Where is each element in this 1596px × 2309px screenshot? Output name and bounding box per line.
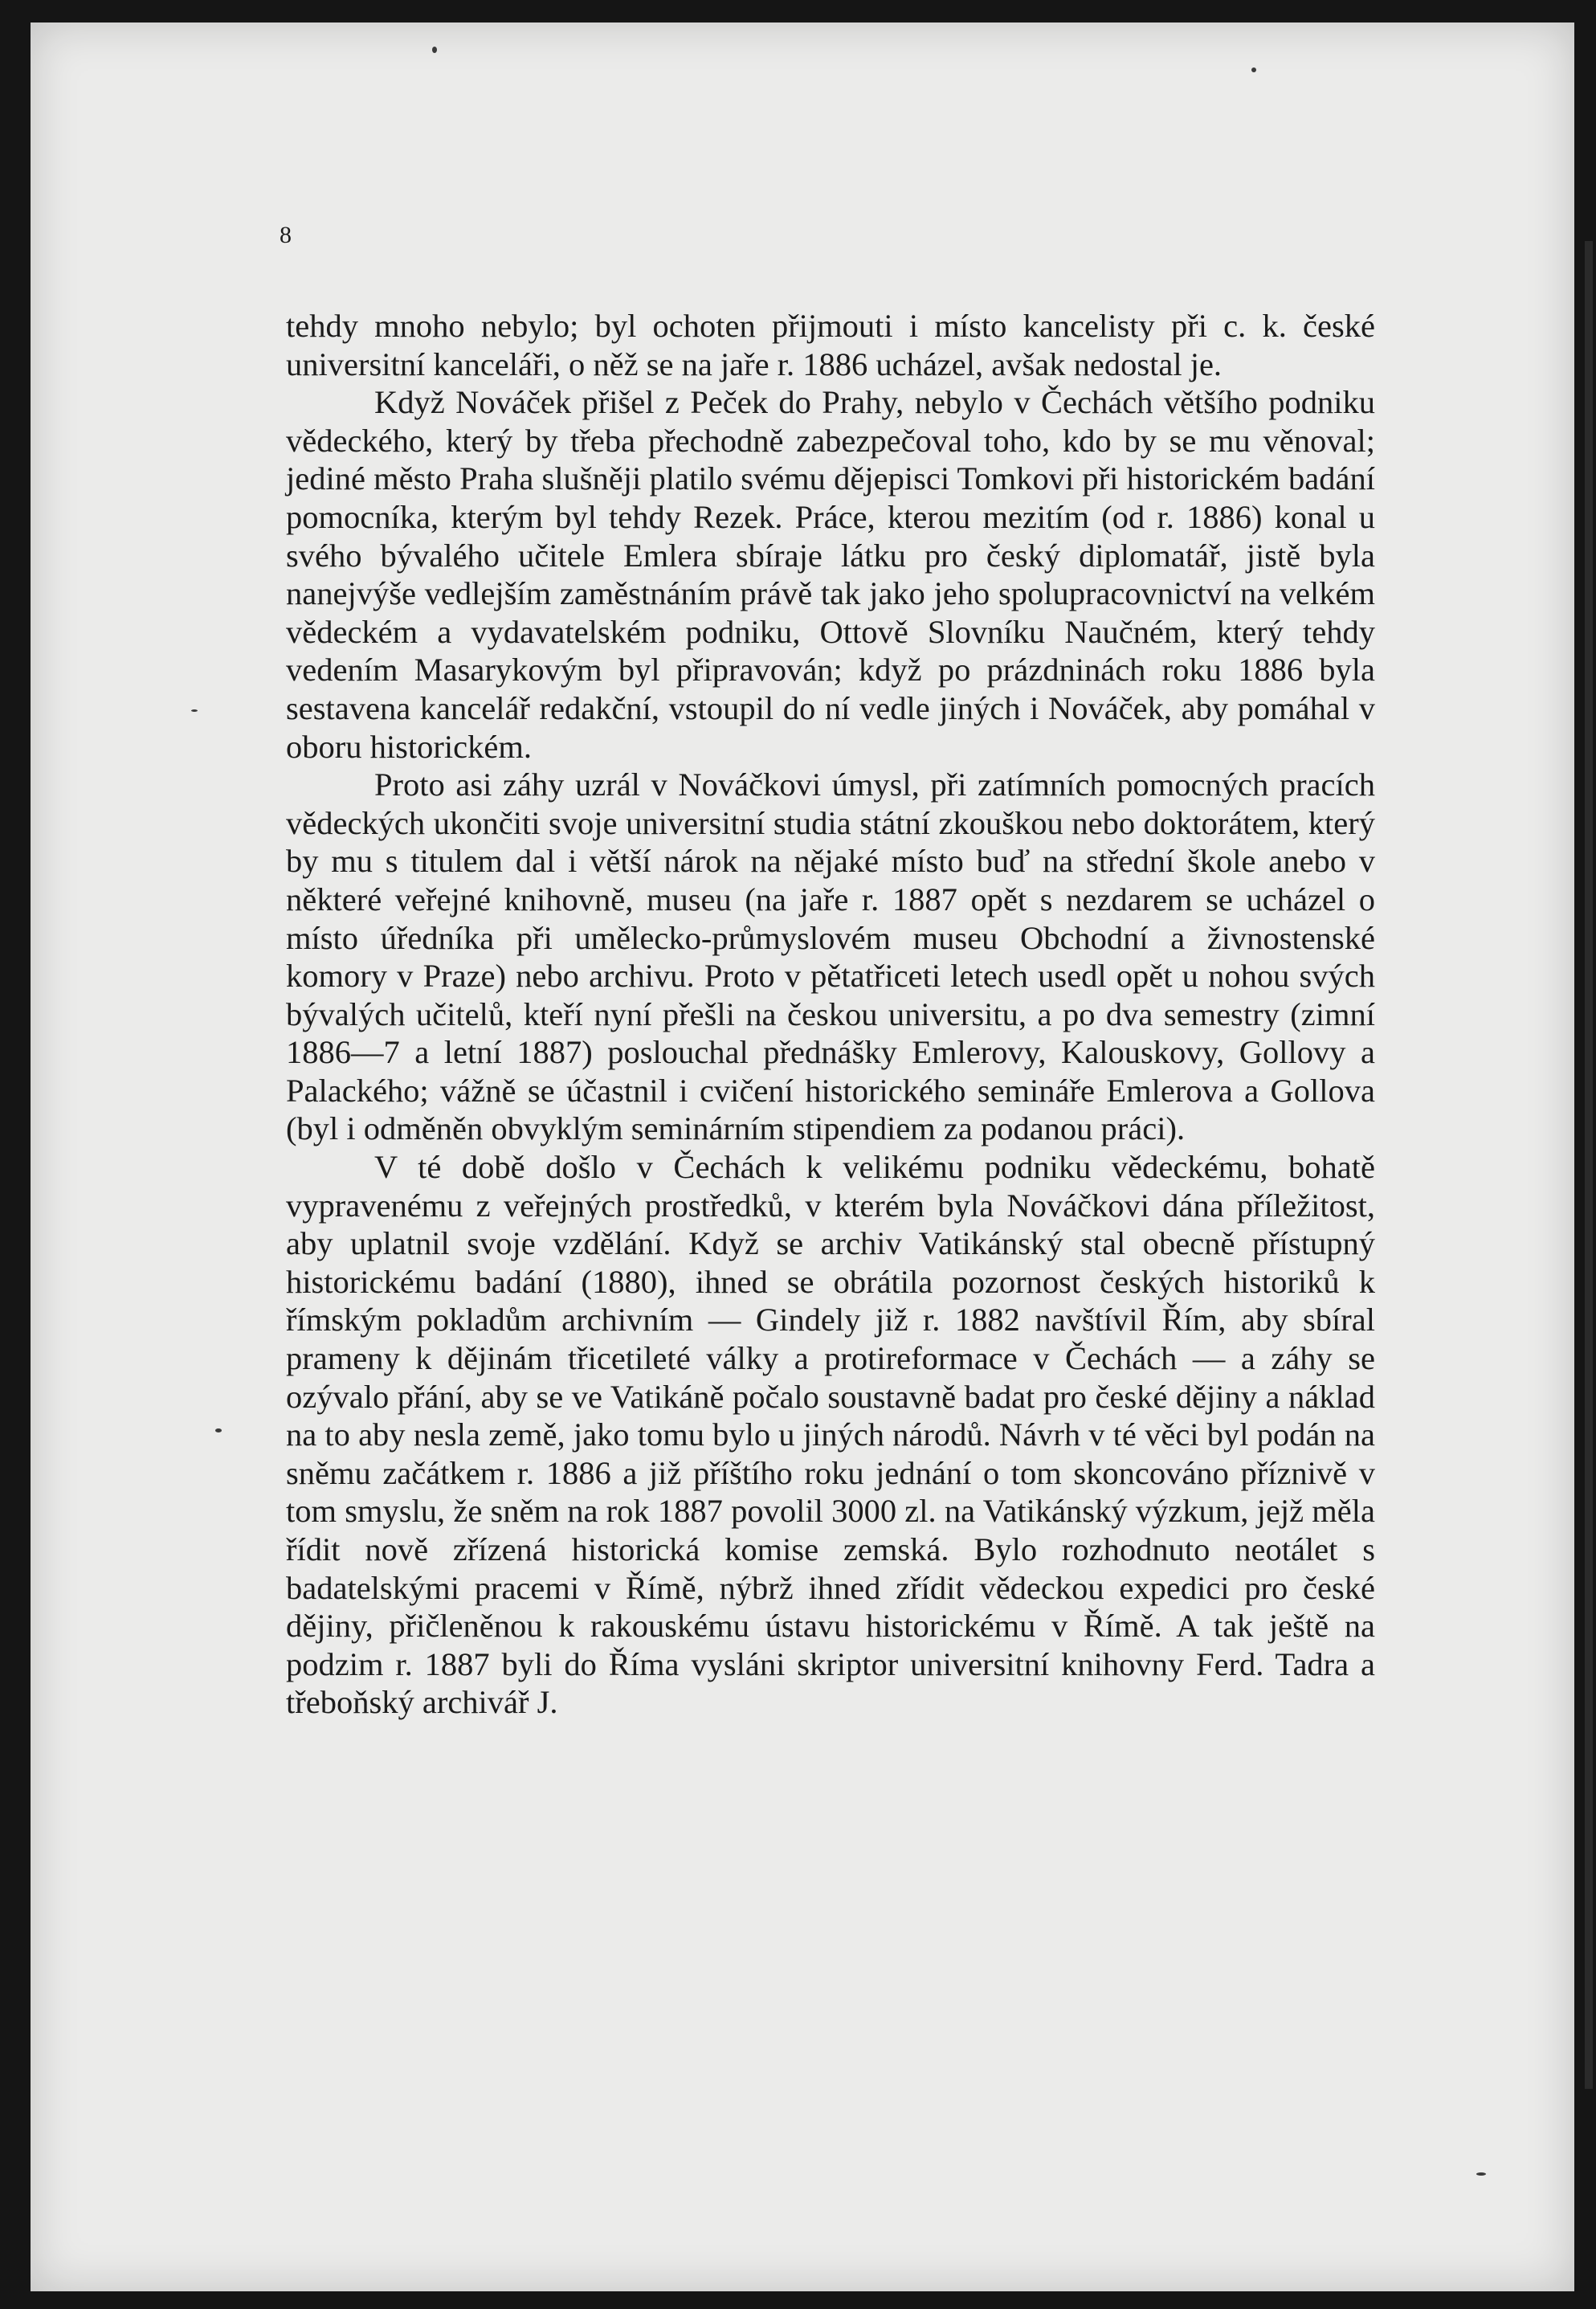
- page-edge-shadow: [1585, 241, 1593, 2089]
- paper-speck: [215, 1428, 222, 1432]
- page-number: 8: [280, 222, 292, 248]
- paper-speck: [432, 47, 437, 53]
- paper-speck: [1476, 2172, 1486, 2176]
- paragraph: tehdy mnoho nebylo; byl ochoten přijmouti i místo kancelisty při c. k. české universitní kanceláři, o něž se na jaře r. 1886 ucházel, avšak nedostal je.: [286, 308, 1375, 382]
- body-text: [286, 307, 1375, 1722]
- paragraph: V té době došlo v Čechách k velikému podniku vědeckému, bohatě vypravenému z veřejných prostředků, v kterém byla Nováčkovi dána příležitost, aby uplatnil svoje vzdělání. Když se archiv Vatikánský stal obecně přístupný historickému badání (1880), ihned se obrátila pozornost českých historiků k římským pokladům archivním — Gindely již r. 1882 navštívil Řím, aby sbíral prameny k dějinám třicetileté války a protireformace v Čechách — a záhy se ozývalo přání, aby se ve Vatikáně počalo soustavně badat pro české dějiny a náklad na to aby nesla země, jako tomu bylo u jiných národů. Návrh v té věci byl podán na sněmu začátkem r. 1886 a již příštího roku jednání o tom skoncováno příznivě v tom smyslu, že sněm na rok 1887 povolil 3000 zl. na Vatikánský výzkum, jejž měla řídit nově zřízená historická komise zemská. Bylo rozhodnuto neotálet s badatelskými pracemi v Římě, nýbrž ihned zřídit vědeckou expedici pro české dějiny, přičleněnou k rakouskému ústavu historickému v Římě. A tak ještě na podzim r. 1887 byli do Říma vysláni skriptor universitní knihovny Ferd. Tadra a třeboňský archivář J.: [286, 1149, 1375, 1721]
- paragraph: Proto asi záhy uzrál v Nováčkovi úmysl, při zatímních pomocných pracích vědeckých ukončiti svoje universitní studia státní zkouškou nebo doktorátem, který by mu s titulem dal i větší nárok na nějaké místo buď na střední škole anebo v některé veřejné knihovně, museu (na jaře r. 1887 opět s nezdarem se ucházel o místo úředníka při umělecko-průmyslovém museu Obchodní a živnostenské komory v Praze) nebo archivu. Proto v pětatřiceti letech usedl opět u nohou svých bývalých učitelů, kteří nyní přešli na českou universitu, a po dva semestry (zimní 1886—7 a letní 1887) poslouchal přednášky Emlerovy, Kalouskovy, Gollovy a Palackého; vážně se účastnil i cvičení historického semináře Emlerova a Gollova (byl i odměněn obvyklým seminárním stipendiem za podanou práci).: [286, 766, 1375, 1147]
- paragraph: Když Nováček přišel z Peček do Prahy, nebylo v Čechách většího podniku vědeckého, který by třeba přechodně zabezpečoval toho, kdo by se mu věnoval; jediné město Praha slušněji platilo svému dějepisci Tomkovi při historickém badání pomocníka, kterým byl tehdy Rezek. Práce, kterou mezitím (od r. 1886) konal u svého bývalého učitele Emlera sbíraje látku pro český diplomatář, jistě byla nanejvýše vedlejším zaměstnáním právě tak jako jeho spolupracovnictví na velkém vědeckém a vydavatelském podniku, Ottově Slovníku Naučném, který tehdy vedením Masarykovým byl připravován; když po prázdninách roku 1886 byla sestavena kancelář redakční, vstoupil do ní vedle jiných i Nováček, aby pomáhal v oboru historickém.: [286, 384, 1375, 765]
- paper-speck: [191, 709, 198, 712]
- paper-speck: [1251, 67, 1256, 72]
